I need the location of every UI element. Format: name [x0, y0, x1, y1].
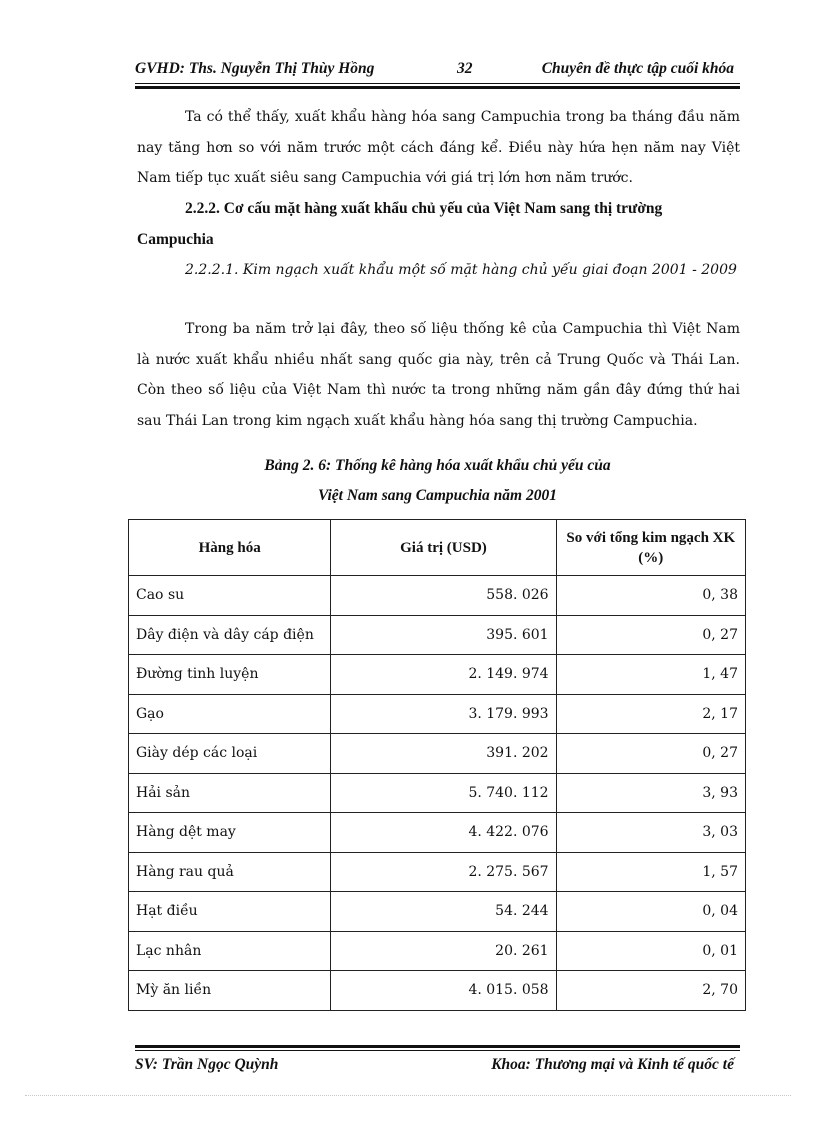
value-cell: 4. 015. 058	[331, 971, 556, 1011]
advisor-name: GVHD: Ths. Nguyễn Thị Thùy Hồng	[135, 60, 375, 77]
goods-cell: Cao su	[129, 576, 331, 616]
table-row	[129, 813, 746, 853]
header-rule-thick	[135, 86, 740, 89]
paragraph-1: Ta có thể thấy, xuất khẩu hàng hóa sang Campuchia trong ba tháng đầu năm nay tăng hơn so với năm trước một cách đáng kể. Điều này hứa hẹn năm nay Việt Nam tiếp tục xuất siêu sang Campuchia với giá trị lớn hơn năm trước.	[137, 109, 740, 186]
goods-cell: Hạt điều	[129, 892, 331, 932]
table-row	[129, 694, 746, 734]
share-cell: 0, 01	[556, 931, 745, 971]
header-share: So với tổng kim ngạch XK (%)	[556, 520, 745, 576]
page-footer	[135, 1054, 740, 1078]
header-goods: Hàng hóa	[129, 520, 331, 576]
table-row	[129, 852, 746, 892]
goods-cell: Hàng rau quả	[129, 852, 331, 892]
table-row	[129, 576, 746, 616]
goods-cell: Hải sản	[129, 773, 331, 813]
goods-cell: Dây điện và dây cáp điện	[129, 615, 331, 655]
share-cell: 0, 04	[556, 892, 745, 932]
document-title: Chuyên đề thực tập cuối khóa	[541, 60, 734, 77]
header-value: Giá trị (USD)	[331, 520, 556, 576]
goods-cell: Mỳ ăn liền	[129, 971, 331, 1011]
header-rule-thin	[135, 83, 740, 84]
value-cell: 2. 149. 974	[331, 655, 556, 695]
table-header-row	[129, 520, 746, 576]
value-cell: 395. 601	[331, 615, 556, 655]
value-cell: 54. 244	[331, 892, 556, 932]
value-cell: 20. 261	[331, 931, 556, 971]
export-table	[128, 519, 746, 1011]
share-cell: 3, 93	[556, 773, 745, 813]
table-row	[129, 931, 746, 971]
goods-cell: Đường tinh luyện	[129, 655, 331, 695]
share-cell: 0, 27	[556, 734, 745, 774]
paragraph-2: Trong ba năm trở lại đây, theo số liệu thống kê của Campuchia thì Việt Nam là nước xuất khẩu nhiều nhất sang quốc gia này, trên cả Trung Quốc và Thái Lan. Còn theo số liệu của Việt Nam thì nước ta trong những năm gần đây đứng thứ hai sau Thái Lan trong kim ngạch xuất khẩu hàng hóa sang thị trường Campuchia.	[137, 321, 740, 429]
page-header	[135, 58, 740, 82]
goods-cell: Hàng dệt may	[129, 813, 331, 853]
table-row	[129, 734, 746, 774]
table-caption-line1: Bảng 2. 6: Thống kê hàng hóa xuất khẩu chủ yếu của	[264, 457, 611, 474]
share-cell: 2, 70	[556, 971, 745, 1011]
goods-cell: Lạc nhân	[129, 931, 331, 971]
table-caption-line2: Việt Nam sang Campuchia năm 2001	[317, 487, 557, 504]
student-name: SV: Trần Ngọc Quỳnh	[135, 1056, 279, 1073]
share-cell: 1, 47	[556, 655, 745, 695]
value-cell: 5. 740. 112	[331, 773, 556, 813]
share-cell: 0, 38	[556, 576, 745, 616]
footer-rule-thick	[135, 1045, 740, 1048]
table-row	[129, 971, 746, 1011]
table-row	[129, 615, 746, 655]
share-cell: 0, 27	[556, 615, 745, 655]
faculty-name: Khoa: Thương mại và Kinh tế quốc tế	[491, 1056, 734, 1073]
section-heading: 2.2.2. Cơ cấu mặt hàng xuất khẩu chủ yếu của Việt Nam sang thị trường Campuchia	[137, 200, 663, 248]
footer-rule-thin	[135, 1050, 740, 1051]
value-cell: 4. 422. 076	[331, 813, 556, 853]
subsection-heading: 2.2.2.1. Kim ngạch xuất khẩu một số mặt hàng chủ yếu giai đoạn 2001 - 2009	[185, 262, 737, 278]
goods-cell: Giày dép các loại	[129, 734, 331, 774]
value-cell: 558. 026	[331, 576, 556, 616]
share-cell: 3, 03	[556, 813, 745, 853]
table-row	[129, 892, 746, 932]
page-number: 32	[457, 60, 473, 77]
table-row	[129, 655, 746, 695]
goods-cell: Gạo	[129, 694, 331, 734]
value-cell: 391. 202	[331, 734, 556, 774]
share-cell: 2, 17	[556, 694, 745, 734]
share-cell: 1, 57	[556, 852, 745, 892]
page-break-line	[25, 1095, 791, 1096]
value-cell: 3. 179. 993	[331, 694, 556, 734]
value-cell: 2. 275. 567	[331, 852, 556, 892]
table-row	[129, 773, 746, 813]
